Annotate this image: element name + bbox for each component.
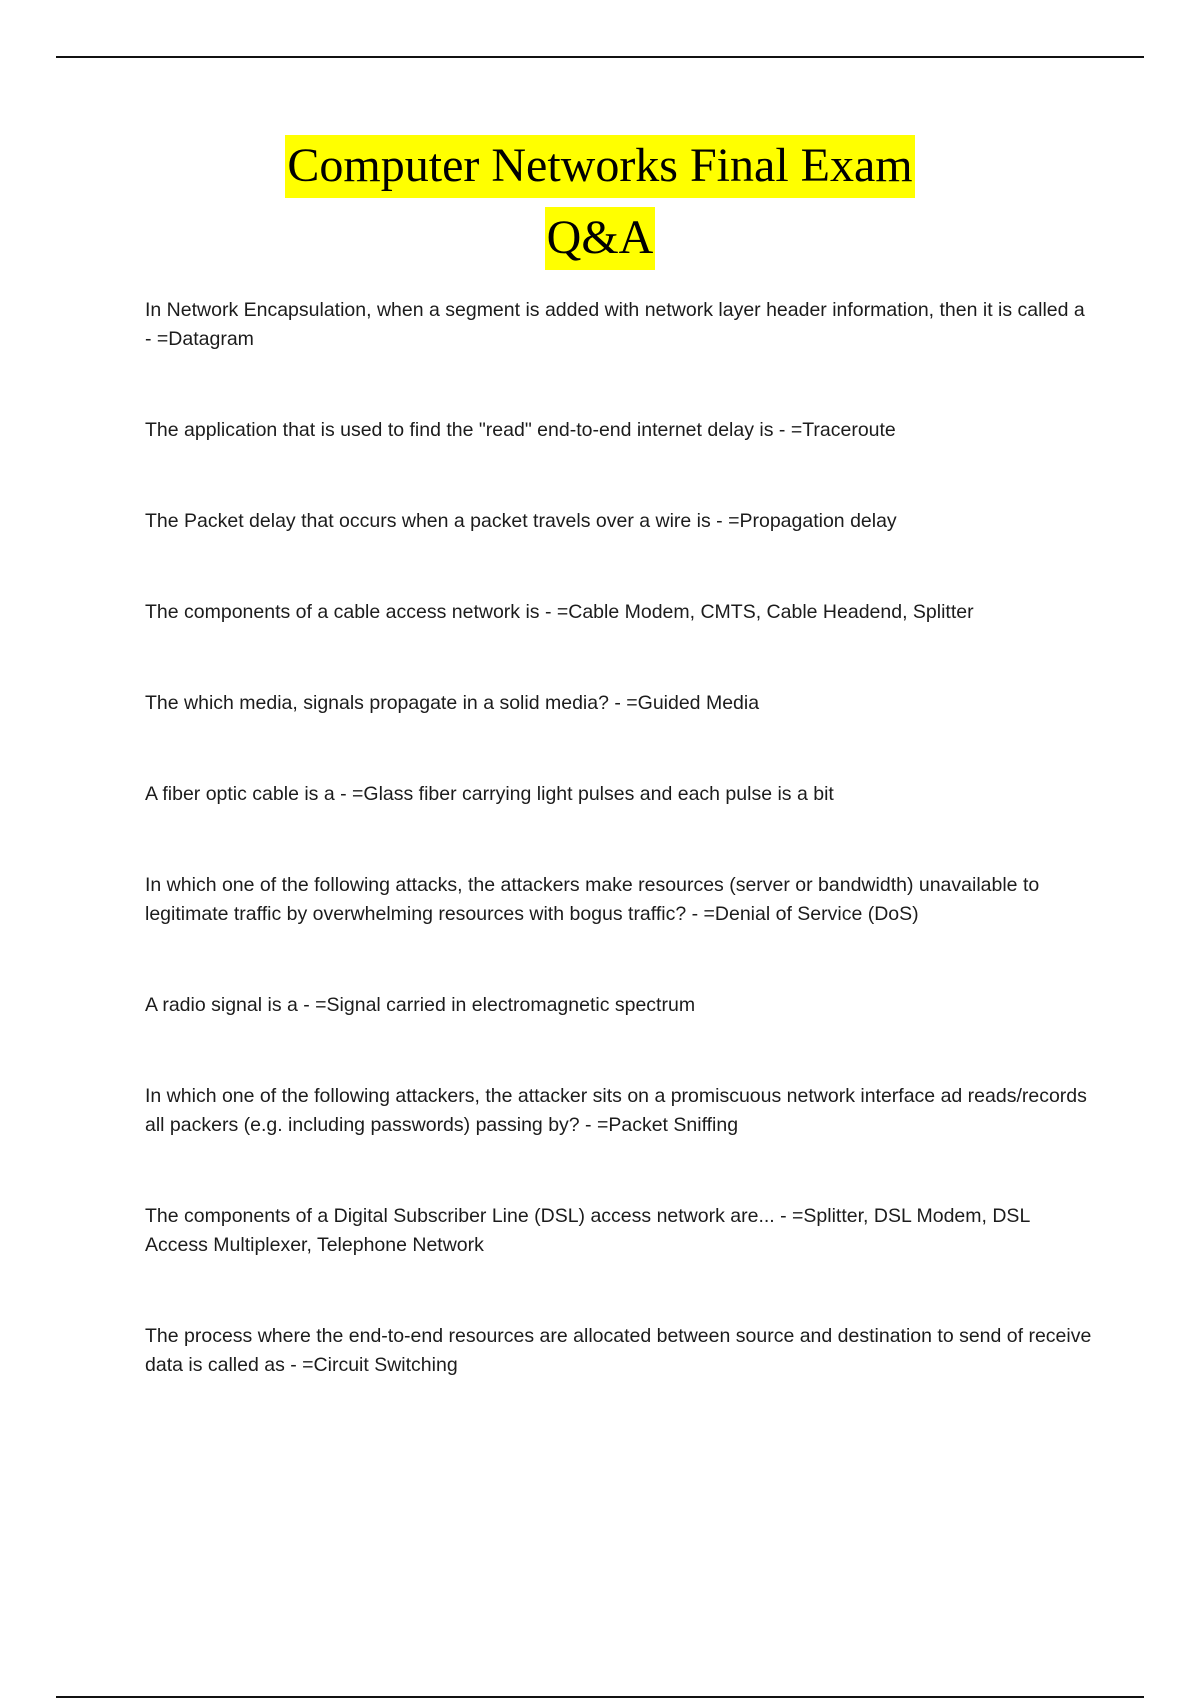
qa-item-guided-media: The which media, signals propagate in a solid media? - =Guided Media [145, 692, 760, 714]
title-line-1 [0, 139, 1200, 192]
bottom-divider [56, 1696, 1144, 1698]
title-highlight-2: Q&A [545, 207, 656, 270]
qa-item-packet-sniffing: In which one of the following attackers, the attacker sits on a promiscuous network interface ad reads/records all packers (e.g. including passwords) passing by? - =Packet Sniffing [145, 1085, 1087, 1136]
qa-item-propagation-delay: The Packet delay that occurs when a packet travels over a wire is - =Propagation delay [145, 510, 897, 532]
qa-list [145, 296, 1095, 1380]
qa-item-circuit-switching: The process where the end-to-end resources are allocated between source and destination to send of receive data is called as - =Circuit Switching [145, 1325, 1092, 1376]
qa-item-datagram: In Network Encapsulation, when a segment is added with network layer header information, then it is called a - =Datagram [145, 299, 1085, 350]
qa-item-traceroute: The application that is used to find the "read" end-to-end internet delay is - =Traceroute [145, 419, 896, 441]
title-line-2 [0, 211, 1200, 264]
top-divider [56, 56, 1144, 58]
title-highlight-1: Computer Networks Final Exam [285, 135, 914, 198]
qa-item-fiber-optic: A fiber optic cable is a - =Glass fiber carrying light pulses and each pulse is a bit [145, 783, 834, 805]
qa-item-dsl: The components of a Digital Subscriber Line (DSL) access network are... - =Splitter, DSL Modem, DSL Access Multiplexer, Telephone Network [145, 1205, 1030, 1256]
qa-item-radio-signal: A radio signal is a - =Signal carried in electromagnetic spectrum [145, 994, 696, 1016]
document-title [0, 139, 1200, 264]
qa-item-dos: In which one of the following attacks, the attackers make resources (server or bandwidth) unavailable to legitimate traffic by overwhelming resources with bogus traffic? - =Denial of Service (DoS) [145, 874, 1040, 925]
qa-item-cable-access: The components of a cable access network is - =Cable Modem, CMTS, Cable Headend, Splitter [145, 601, 974, 623]
